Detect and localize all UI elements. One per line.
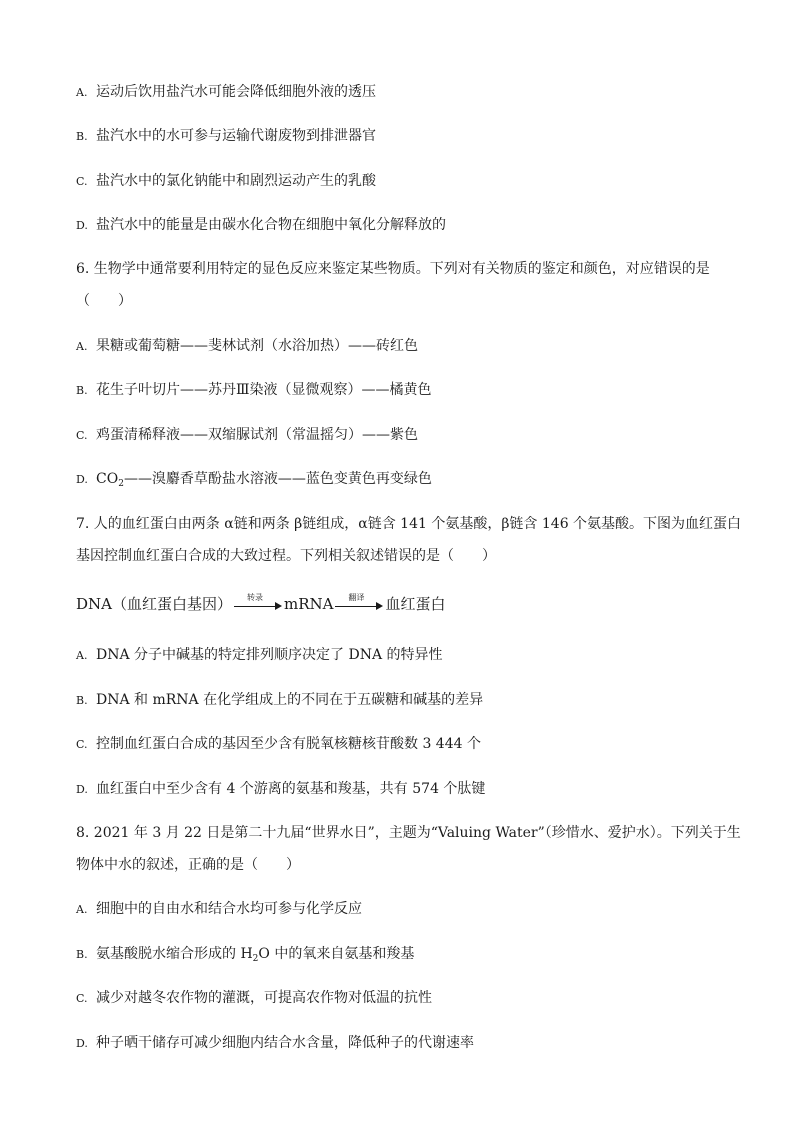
option-text: 种子晒干储存可减少细胞内结合水含量，降低种子的代谢速率 [96, 1035, 474, 1051]
q8-stem: 8. 2021 年 3 月 22 日是第二十九届“世界水日”，主题为“Valuing Water”（珍惜水、爱护水）。下列关于生 [76, 825, 741, 841]
q7-stem-cont: 基因控制血红蛋白合成的大致过程。下列相关叙述错误的是（ ） [76, 548, 496, 564]
q7-stem: 7. 人的血红蛋白由两条 α链和两条 β链组成，α链含 141 个氨基酸，β链含 146 个氨基酸。下图为血红蛋白 [76, 516, 742, 532]
option-letter: B. [76, 384, 88, 397]
option-letter: C. [76, 992, 88, 1005]
q6-option-c [76, 425, 418, 446]
option-text: 控制血红蛋白合成的基因至少含有脱氧核糖核苷酸数 3 444 个 [96, 736, 481, 752]
option-letter: C. [76, 175, 88, 188]
q7-flow-diagram [76, 594, 446, 614]
q7-option-c [76, 734, 481, 755]
option-letter: A. [76, 903, 88, 916]
option-letter: A. [76, 340, 88, 353]
flow-mrna: mRNA [284, 595, 334, 613]
q6-option-b [76, 380, 432, 401]
q8-option-c [76, 988, 432, 1009]
option-text: 盐汽水中的能量是由碳水化合物在细胞中氧化分解释放的 [96, 217, 446, 233]
option-text: 鸡蛋清稀释液——双缩脲试剂（常温摇匀）——紫色 [96, 427, 418, 443]
option-letter: D. [76, 783, 88, 796]
option-letter: C. [76, 738, 88, 751]
q8-option-a [76, 899, 362, 920]
option-text: 花生子叶切片——苏丹Ⅲ染液（显微观察）——橘黄色 [96, 382, 432, 398]
arrow-label: 翻译 [348, 593, 365, 602]
option-text: 运动后饮用盐汽水可能会降低细胞外液的透压 [96, 84, 376, 100]
q6-option-d [76, 469, 432, 494]
q6-stem: 6. 生物学中通常要利用特定的显色反应来鉴定某些物质。下列对有关物质的鉴定和颜色，对应错误的是 [76, 261, 710, 277]
option-text-post: ——溴麝香草酚盐水溶液——蓝色变黄色再变绿色 [123, 471, 432, 487]
option-letter: B. [76, 948, 88, 961]
option-text: 盐汽水中的水可参与运输代谢废物到排泄器官 [96, 128, 376, 144]
q5-option-c [76, 171, 376, 192]
subscript: 2 [118, 479, 124, 489]
q8-option-b [76, 944, 414, 969]
option-text-pre: 氨基酸脱水缩合形成的 H [96, 946, 253, 962]
q6-option-a [76, 336, 418, 357]
option-text: DNA 和 mRNA 在化学组成上的不同在于五碳糖和碱基的差异 [96, 692, 484, 708]
option-text: 盐汽水中的氯化钠能中和剧烈运动产生的乳酸 [96, 173, 376, 189]
subscript: 2 [252, 954, 259, 964]
transcription-arrow [234, 593, 282, 611]
option-letter: A. [76, 649, 88, 662]
q8-option-d [76, 1033, 474, 1054]
q7-option-d [76, 779, 485, 800]
option-text: 血红蛋白中至少含有 4 个游离的氨基和羧基，共有 574 个肽键 [96, 781, 486, 797]
q7-option-b [76, 690, 483, 711]
option-letter: B. [76, 694, 88, 707]
q5-option-d [76, 215, 446, 236]
option-text-post: O 中的氧来自氨基和羧基 [258, 946, 415, 962]
option-letter: B. [76, 130, 88, 143]
translation-arrow [335, 593, 383, 611]
option-text: 细胞中的自由水和结合水均可参与化学反应 [96, 901, 362, 917]
flow-protein: 血红蛋白 [385, 595, 446, 613]
option-text: 果糖或葡萄糖——斐林试剂（水浴加热）——砖红色 [96, 338, 418, 354]
option-letter: C. [76, 429, 88, 442]
q5-option-b [76, 126, 376, 147]
q6-stem-bracket: （ ） [76, 293, 132, 309]
arrow-label: 转录 [247, 593, 263, 602]
option-letter: D. [76, 473, 88, 486]
q7-option-a [76, 645, 443, 666]
q8-stem-cont: 物体中水的叙述，正确的是（ ） [76, 857, 300, 873]
option-text: DNA 分子中碱基的特定排列顺序决定了 DNA 的特异性 [96, 647, 443, 663]
option-letter: D. [76, 1037, 88, 1050]
option-letter: D. [76, 219, 88, 232]
option-text-pre: CO [96, 471, 119, 487]
flow-dna: DNA（血红蛋白基因） [76, 595, 232, 613]
q5-option-a [76, 82, 376, 103]
option-letter: A. [76, 86, 88, 99]
option-text: 减少对越冬农作物的灌溉，可提高农作物对低温的抗性 [96, 990, 432, 1006]
